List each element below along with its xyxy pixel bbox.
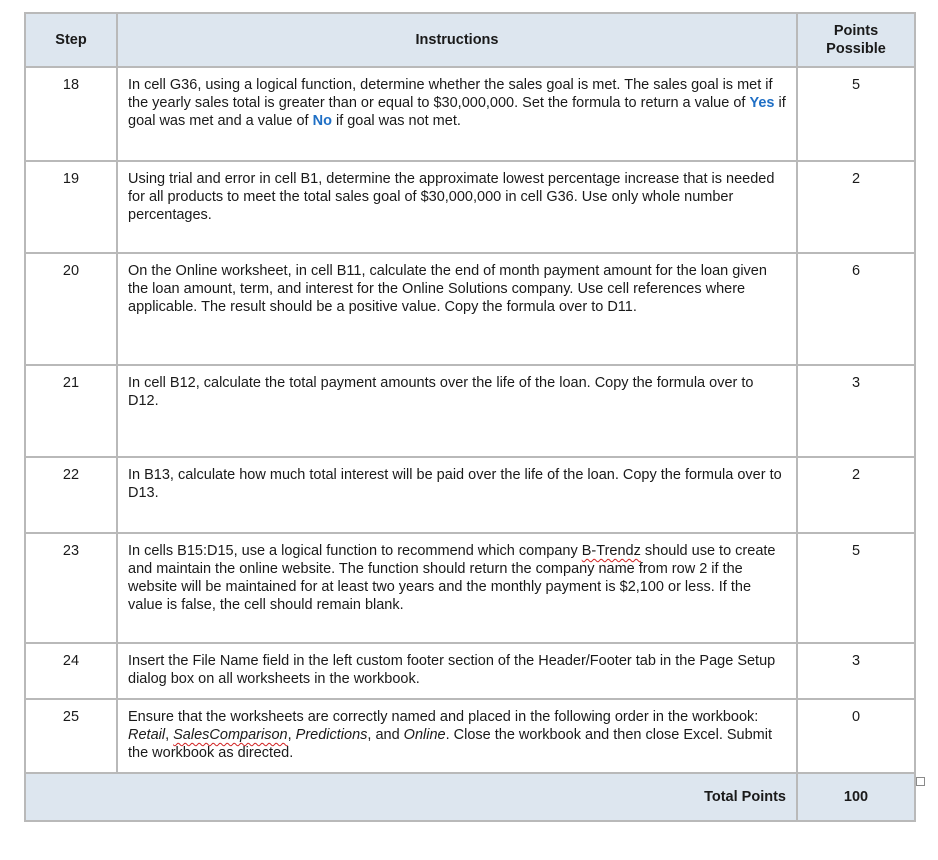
table-row — [25, 533, 915, 643]
keyword-yes: Yes — [749, 95, 775, 111]
table-row — [25, 253, 915, 365]
sheet-name-online: Online — [403, 727, 446, 743]
step-number: 22 — [25, 457, 117, 533]
step-number: 20 — [25, 253, 117, 365]
total-row — [25, 773, 915, 821]
step-number: 21 — [25, 365, 117, 457]
instruction-segment: should use to create and maintain the online website. The function should return the company name from row 2 if the website will be maintained for at least two years and the monthly payment is $2,100 or less. If the value is false, the cell should remain blank. — [128, 543, 776, 613]
header-points-line2: Possible — [826, 41, 886, 57]
step-number: 18 — [25, 67, 117, 161]
table-header-row — [25, 13, 915, 67]
table-row — [25, 699, 915, 773]
step-number: 25 — [25, 699, 117, 773]
instruction-segment: if goal was met and a value of — [128, 95, 786, 129]
table-row — [25, 161, 915, 253]
step-number: 19 — [25, 161, 117, 253]
header-points-possible — [797, 13, 915, 67]
header-step: Step — [25, 13, 117, 67]
instruction-segment: In cells B15:D15, use a logical function to recommend which company — [128, 543, 582, 559]
table-row — [25, 643, 915, 699]
instruction-segment: In cell G36, using a logical function, determine whether the sales goal is met. The sales goal is met if the yearly sales total is greater than or equal to $30,000,000. Set the formula to return a value of — [128, 77, 773, 111]
table-row — [25, 365, 915, 457]
sheet-name-predictions: Predictions — [295, 727, 368, 743]
step-number: 23 — [25, 533, 117, 643]
instruction-text: Insert the File Name field in the left custom footer section of the Header/Footer tab in the Page Setup dialog box on all worksheets in the workbook. — [117, 643, 797, 699]
instruction-text — [117, 699, 797, 773]
instruction-text: In cell B12, calculate the total payment amounts over the life of the loan. Copy the formula over to D12. — [117, 365, 797, 457]
step-number: 24 — [25, 643, 117, 699]
instruction-segment: Ensure that the worksheets are correctly named and placed in the following order in the workbook: — [128, 709, 759, 725]
points-value: 0 — [797, 699, 915, 773]
sheet-name-salescomparison: SalesComparison — [173, 727, 288, 743]
grading-rubric-table — [24, 12, 916, 822]
instruction-text: In B13, calculate how much total interest will be paid over the life of the loan. Copy the formula over to D13. — [117, 457, 797, 533]
points-value: 2 — [797, 161, 915, 253]
points-value: 2 — [797, 457, 915, 533]
instruction-text: Using trial and error in cell B1, determine the approximate lowest percentage increase that is needed for all products to meet the total sales goal of $30,000,000 in cell G36. Use only whole number percentages. — [117, 161, 797, 253]
instruction-segment: . Close the workbook and then close Excel. Submit the workbook as directed. — [128, 727, 773, 761]
points-value: 3 — [797, 643, 915, 699]
instruction-text — [117, 67, 797, 161]
table-row — [25, 457, 915, 533]
instruction-text — [117, 533, 797, 643]
table-resize-handle[interactable] — [916, 777, 925, 786]
points-value: 5 — [797, 67, 915, 161]
keyword-no: No — [312, 113, 332, 129]
instruction-segment: , and — [367, 727, 404, 743]
instruction-text: On the Online worksheet, in cell B11, calculate the end of month payment amount for the loan given the loan amount, term, and interest for the Online Solutions company. Use cell references where applicable. The result should be a positive value. Copy the formula over to D11. — [117, 253, 797, 365]
points-value: 5 — [797, 533, 915, 643]
company-name-misspelled: B-Trendz — [581, 543, 641, 559]
table-row — [25, 67, 915, 161]
header-points-line1: Points — [833, 23, 879, 39]
instruction-segment: , — [165, 727, 174, 743]
total-points-value: 100 — [797, 773, 915, 821]
instruction-segment: if goal was not met. — [331, 113, 461, 129]
header-instructions: Instructions — [117, 13, 797, 67]
sheet-name-retail: Retail — [128, 727, 166, 743]
instruction-segment: , — [287, 727, 296, 743]
points-value: 3 — [797, 365, 915, 457]
points-value: 6 — [797, 253, 915, 365]
total-points-label: Total Points — [25, 773, 797, 821]
